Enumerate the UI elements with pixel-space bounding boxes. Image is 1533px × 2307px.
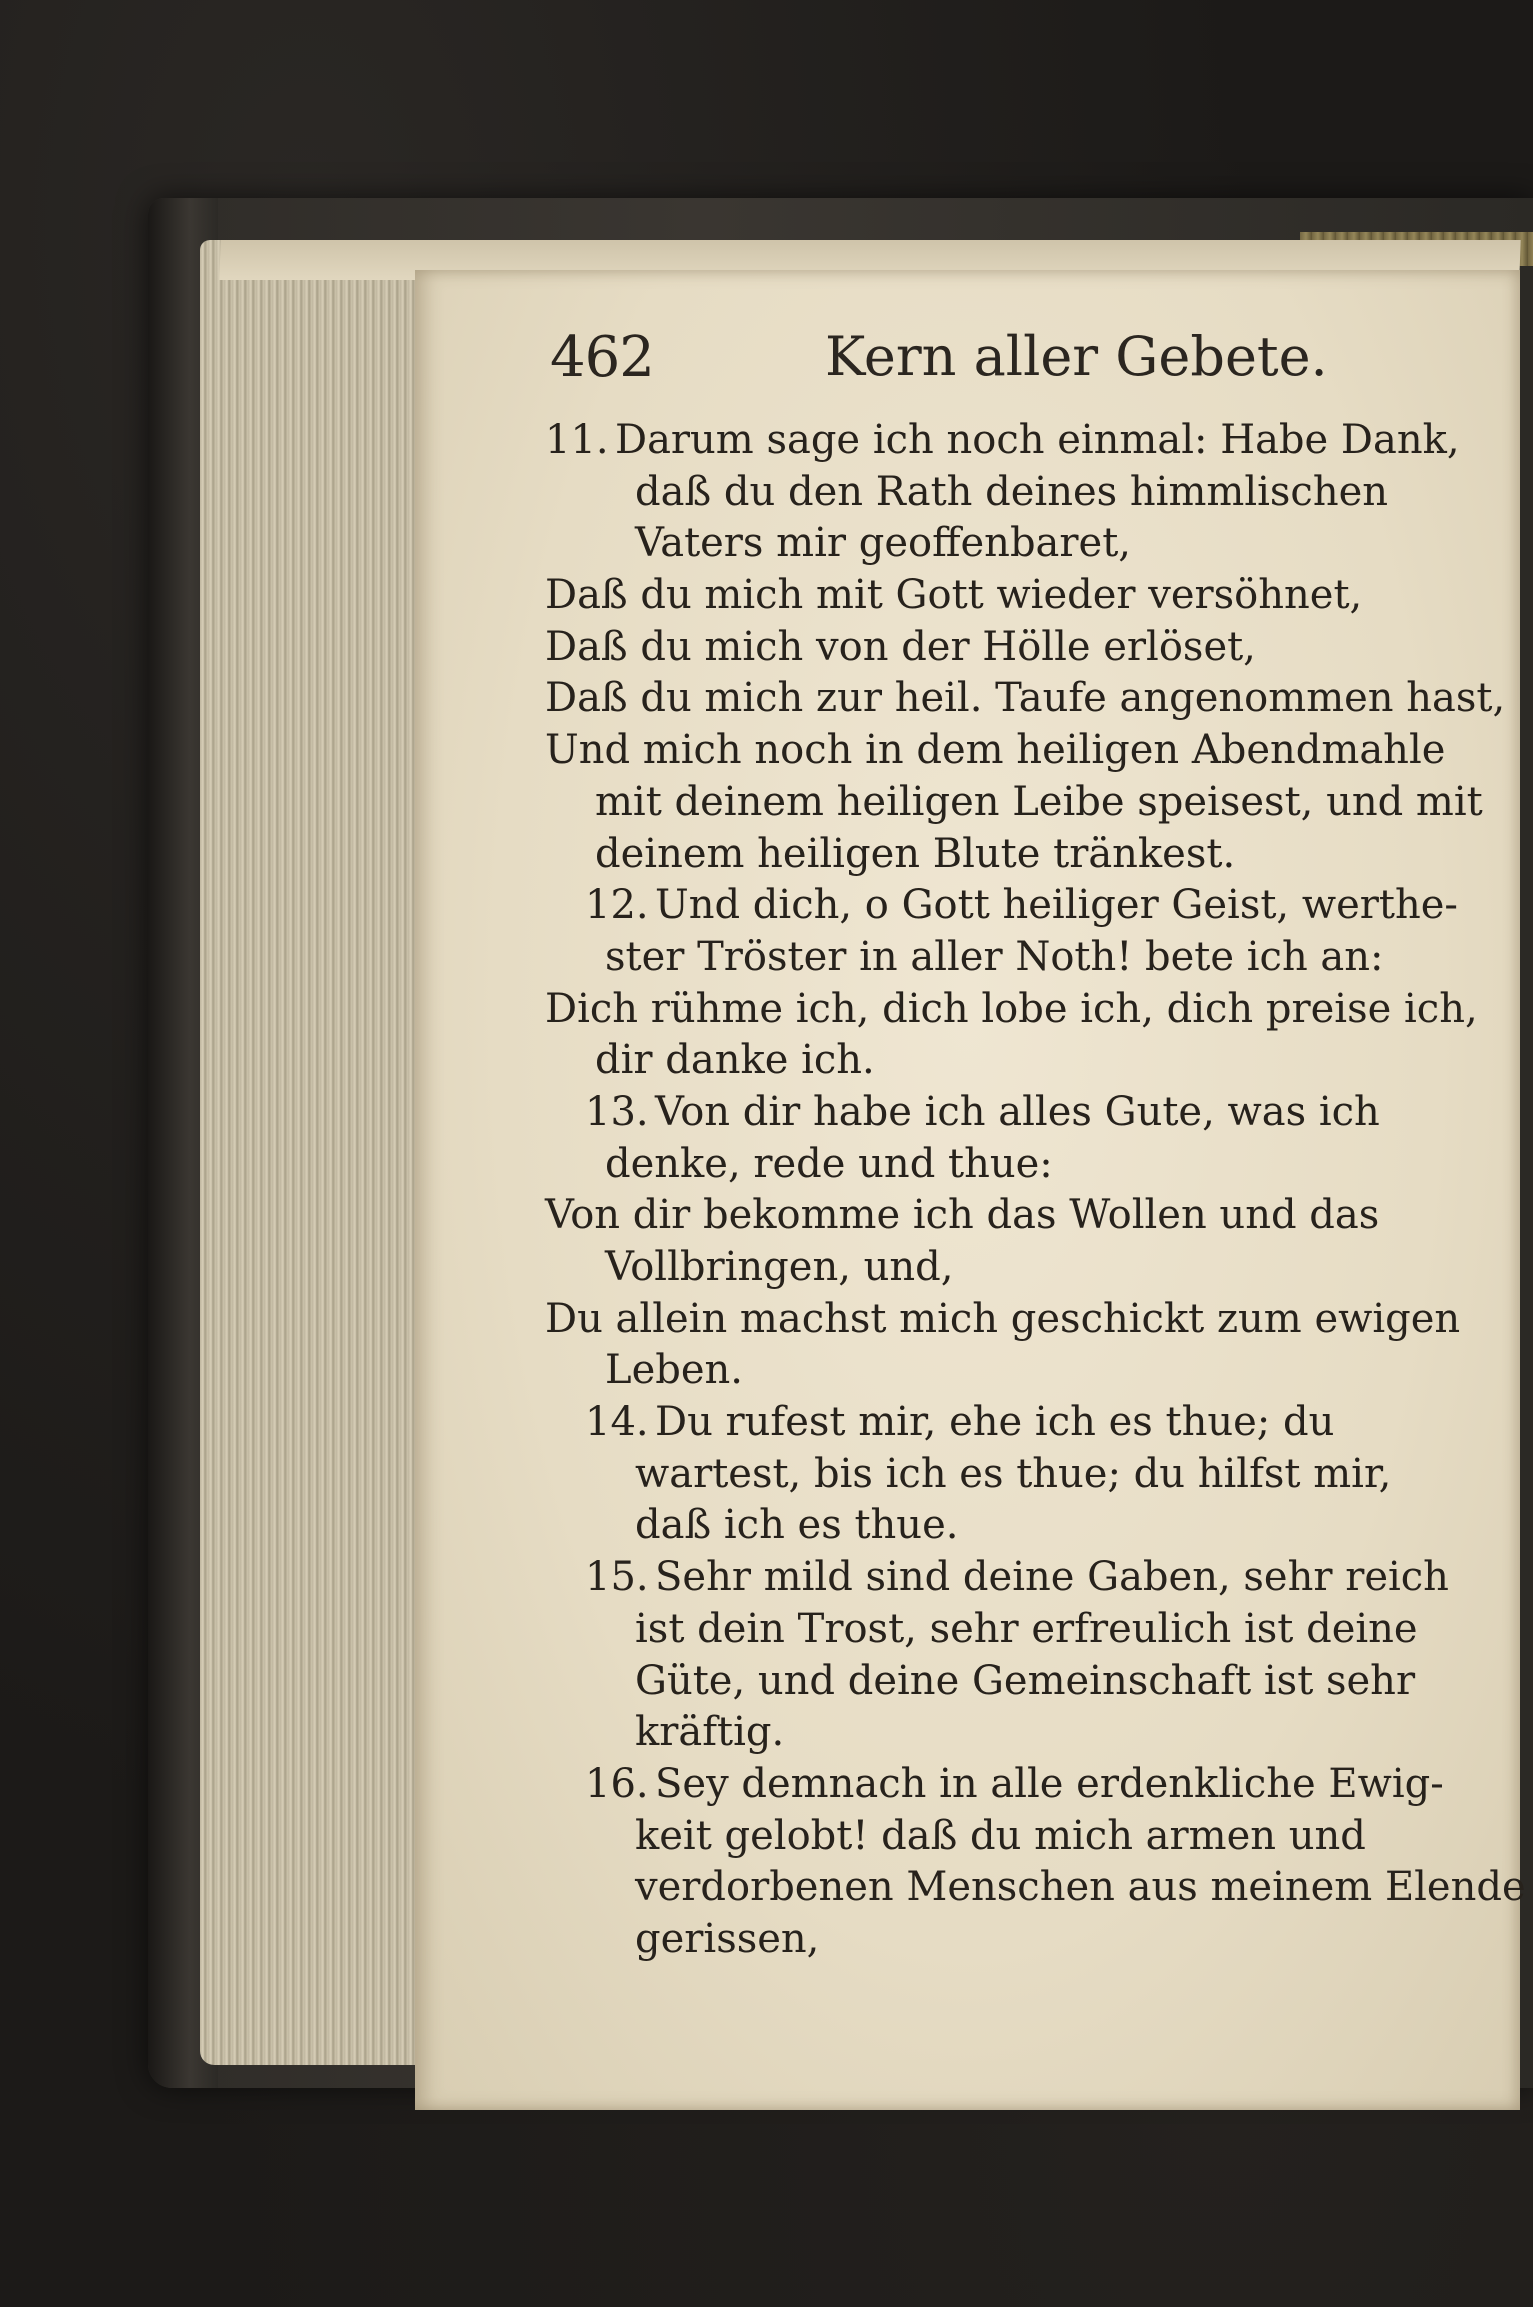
text-line [545,518,1495,570]
text-line [545,1500,1495,1552]
line-text: gerissen, [635,1915,820,1962]
line-text: Du rufest mir, ehe ich es thue; du [655,1399,1335,1446]
line-text: Von dir bekomme ich das Wollen und das [545,1192,1380,1239]
text-line [545,1604,1495,1656]
text-line [545,932,1495,984]
line-text: mit deinem heiligen Leibe speisest, und mit [595,778,1483,825]
line-text: kräftig. [635,1709,785,1756]
verse-number: 13. [585,1088,649,1135]
line-text: Güte, und deine Gemeinschaft ist sehr [635,1657,1416,1704]
running-title: Kern aller Gebete. [825,325,1328,388]
verse-number: 15. [585,1554,649,1601]
line-text: Vaters mir geoffenbaret, [635,520,1131,567]
line-text: Du allein machst mich geschickt zum ewigen [545,1295,1461,1342]
text-line [545,1397,1495,1449]
text-line [545,725,1495,777]
text-line [545,984,1495,1036]
text-line [545,777,1495,829]
page-number: 462 [550,325,654,390]
text-line [545,622,1495,674]
text-line [545,1449,1495,1501]
line-text: Darum sage ich noch einmal: Habe Dank, [615,417,1460,463]
line-text: daß du den Rath deines himmlischen [635,468,1389,515]
page-block-edges [200,240,440,2065]
line-text: Daß du mich von der Hölle erlöset, [545,623,1256,670]
line-text: Daß du mich mit Gott wieder versöhnet, [545,572,1363,619]
verse-number: 16. [585,1760,649,1807]
book-page [415,270,1526,2110]
text-line [545,1139,1495,1191]
line-text: Sehr mild sind deine Gaben, sehr reich [655,1554,1449,1601]
line-text: Von dir habe ich alles Gute, was ich [655,1088,1380,1135]
text-line [545,829,1495,881]
line-text: Vollbringen, und, [605,1244,954,1290]
line-text: Leben. [605,1347,743,1394]
line-text: Dich rühme ich, dich lobe ich, dich preise ich, [545,985,1478,1032]
page-header [550,325,1450,405]
line-text: dir danke ich. [595,1037,875,1084]
text-line [545,1862,1526,1914]
text-line [545,1759,1495,1811]
line-text: verdorbenen Menschen aus meinem Elende [635,1864,1526,1911]
line-text: wartest, bis ich es thue; du hilfst mir, [635,1450,1392,1497]
text-line [545,1294,1495,1346]
text-line [545,415,1495,467]
line-text: Und mich noch in dem heiligen Abendmahle [545,727,1446,774]
line-text: ist dein Trost, sehr erfreulich ist deine [635,1605,1418,1652]
text-line [545,1811,1495,1863]
line-text: keit gelobt! daß du mich armen und [635,1812,1366,1859]
line-text: Und dich, o Gott heiliger Geist, werthe- [655,882,1458,929]
text-line [545,1190,1495,1242]
line-text: Daß du mich zur heil. Taufe angenommen hast, [545,675,1506,722]
line-text: deinem heiligen Blute tränkest. [595,830,1236,877]
text-line [545,1345,1495,1397]
verse-number: 14. [585,1399,649,1446]
text-line [545,880,1495,932]
text-line [545,1552,1495,1604]
line-text: Sey demnach in alle erdenkliche Ewig- [655,1760,1444,1807]
text-line [545,1656,1495,1708]
verse-number: 12. [585,882,649,929]
text-line [545,570,1495,622]
line-text: denke, rede und thue: [605,1140,1053,1187]
text-line [545,1914,1495,1966]
text-line [545,1035,1495,1087]
verse-number: 11. [545,417,609,463]
line-text: daß ich es thue. [635,1502,959,1549]
page-body-text [545,415,1526,1966]
text-line [545,1242,1495,1294]
line-text: ster Tröster in aller Noth! bete ich an: [605,933,1384,980]
text-line [545,1087,1495,1139]
text-line [545,467,1495,519]
text-line [545,1707,1495,1759]
text-line [545,673,1506,725]
